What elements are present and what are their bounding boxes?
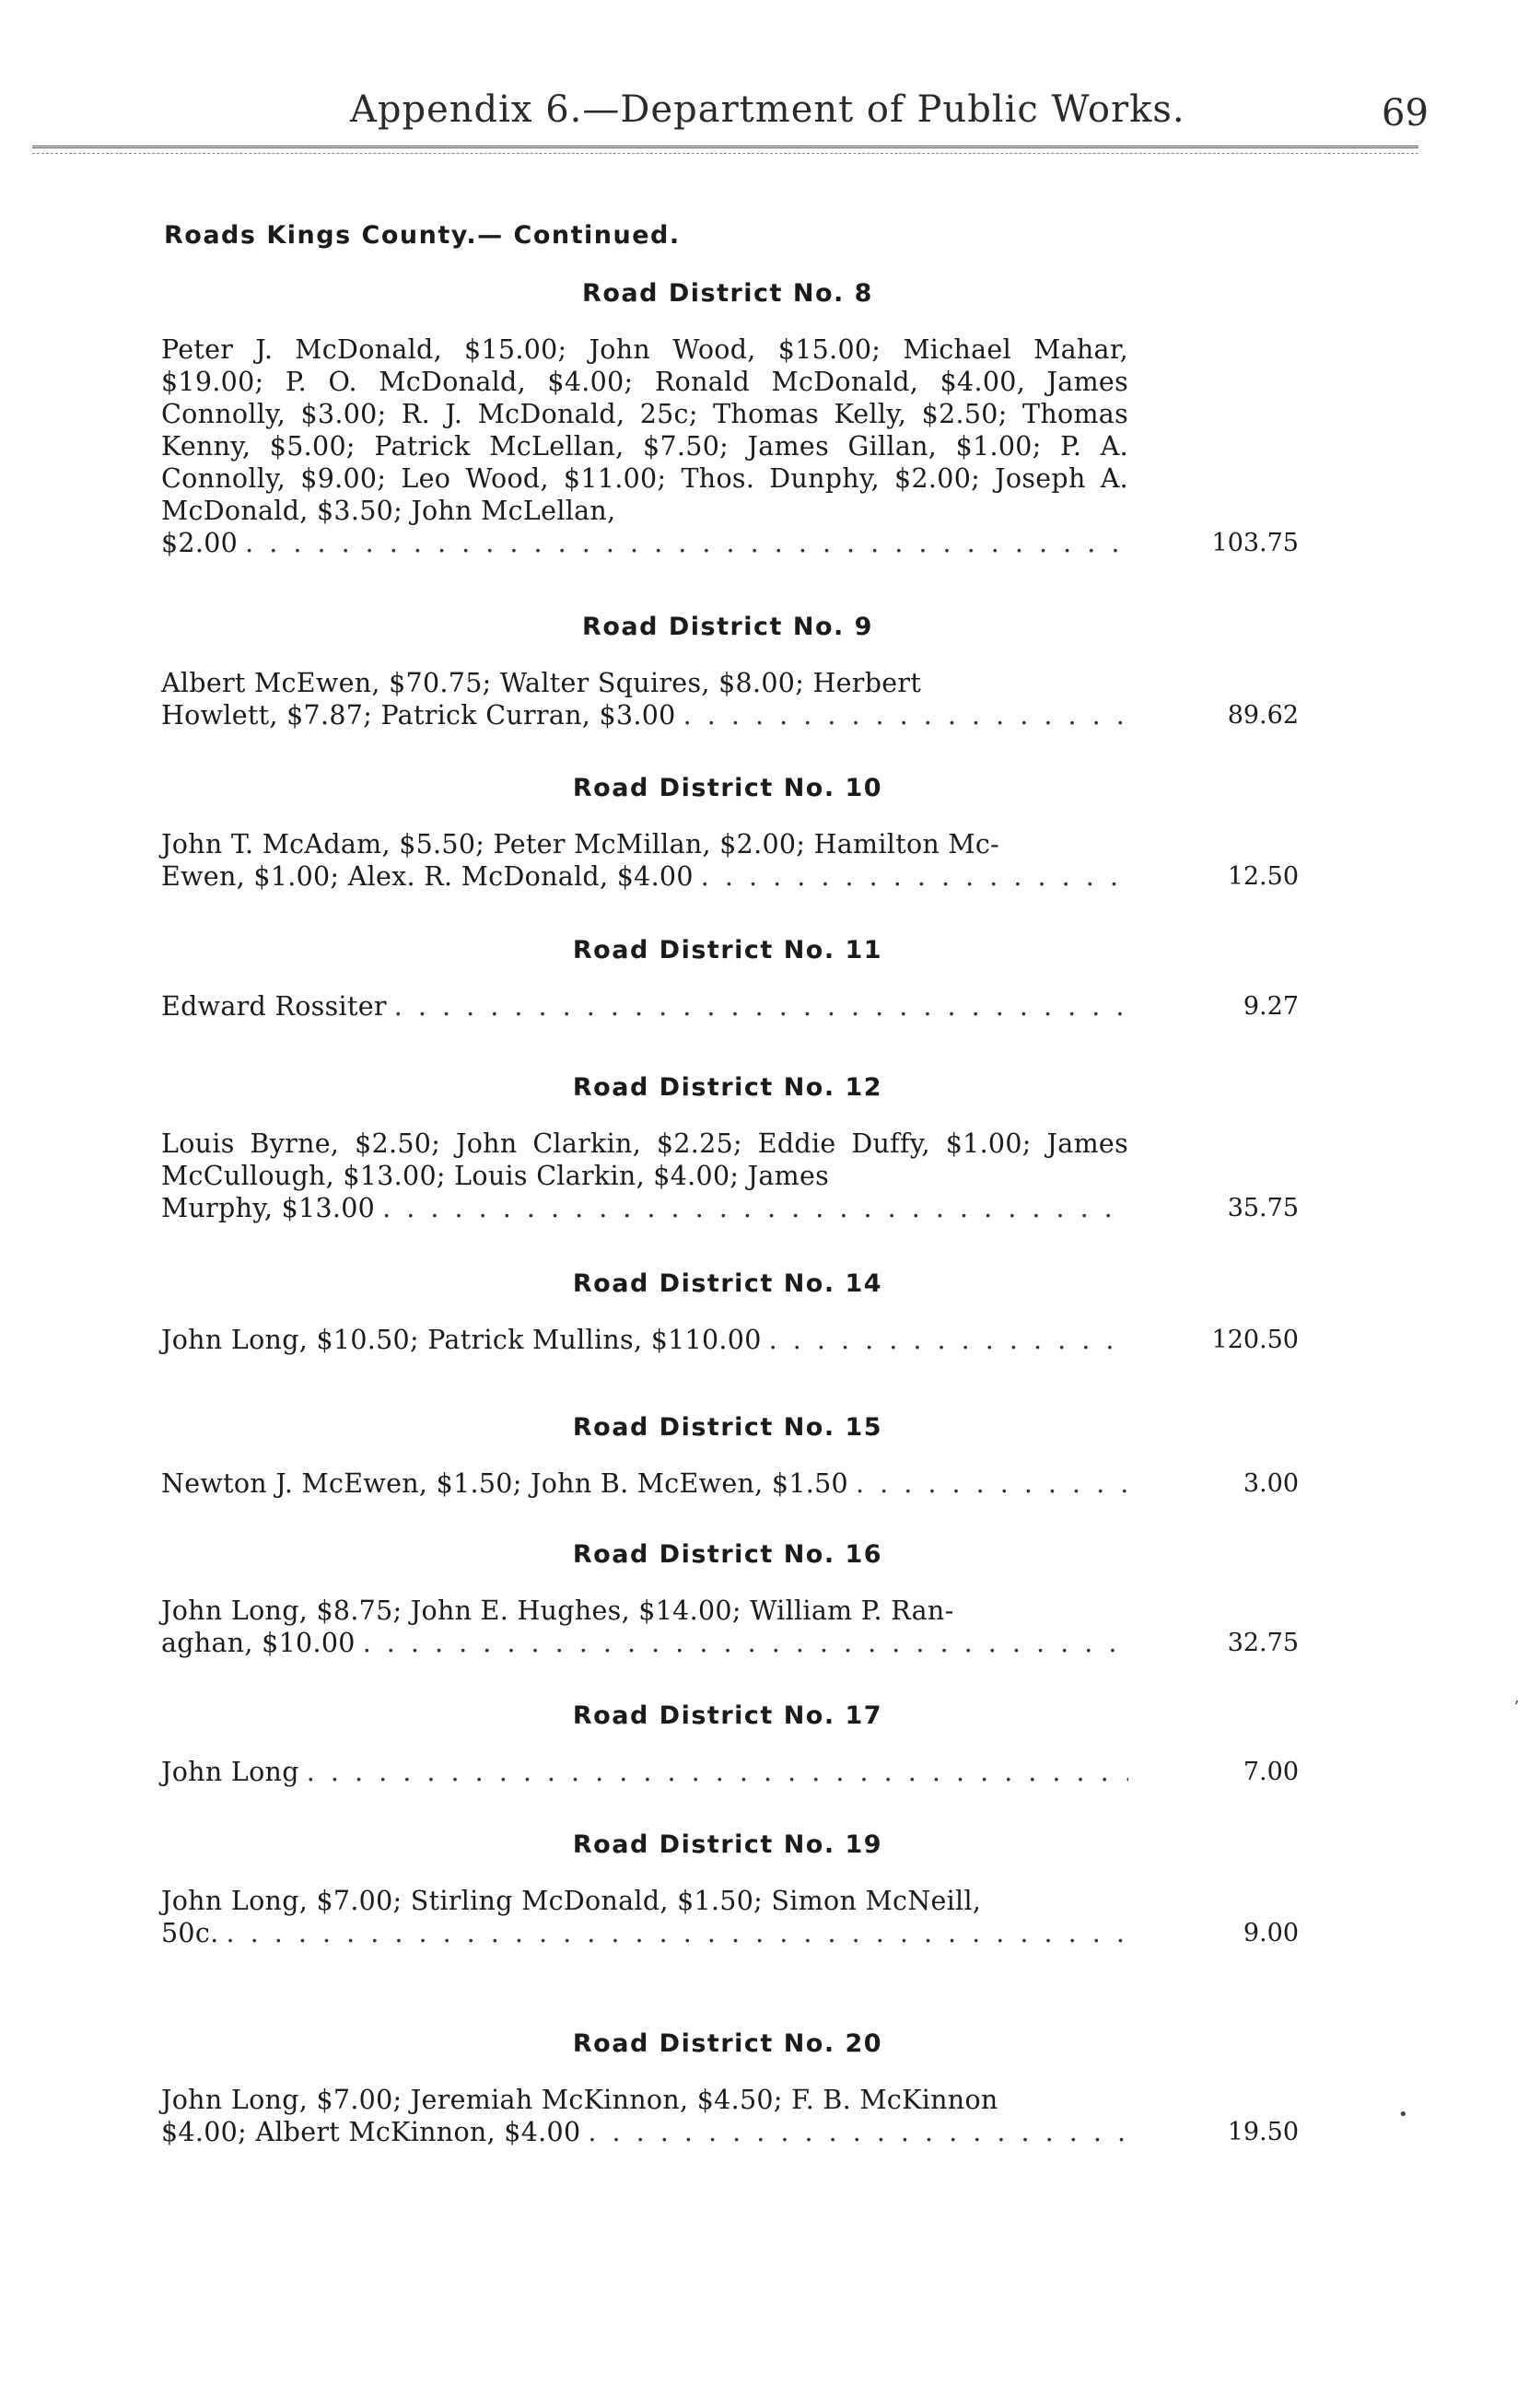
header-rule-dashed [32,153,1418,154]
entry-last-line [161,1917,1128,1949]
entry-last-line [161,1627,1128,1659]
district-entry [161,990,1299,1023]
entry-text [161,667,1128,731]
district-total: 89.62 [1227,701,1299,730]
district-total: 12.50 [1227,862,1299,891]
entry-last-text: 50c. [161,1918,219,1948]
dot-leader [363,1627,1128,1659]
district-heading: Road District No. 17 [572,1701,883,1730]
entry-last-text: Edward Rossiter [161,991,387,1022]
dot-leader [683,699,1128,731]
road-district [161,610,1299,731]
district-total: 9.00 [1243,1919,1299,1947]
district-heading: Road District No. 14 [572,1269,883,1298]
entry-last-line [161,1756,1128,1788]
district-entry [161,828,1299,893]
dot-leader [588,2116,1128,2148]
district-total: 19.50 [1227,2118,1299,2146]
district-heading: Road District No. 20 [572,2029,883,2058]
entry-body: Peter J. McDonald, $15.00; John Wood, $15.00; Michael Mahar, $19.00; P. O. McDonald, $4.00; Ronald McDonald, $4.00, James Connolly, $3.00; R. J. McDonald, 25c; Thomas Kelly, $2.50; Thomas Kenny, $5.00; Patrick McLellan, $7.50; James Gillan, $1.00; P. A. Connolly, $9.00; Leo Wood, $11.00; Thos. Dunphy, $2.00; Joseph A. McDonald, $3.50; John McLellan, [161,334,1128,526]
road-district [161,1070,1299,1224]
road-district [161,1267,1299,1356]
entry-text [161,1324,1128,1356]
entry-body: John Long, $8.75; John E. Hughes, $14.00; William P. Ran- [161,1596,954,1626]
district-entry [161,1885,1299,1949]
entry-last-line [161,1192,1128,1224]
district-heading: Road District No. 16 [572,1540,883,1569]
district-total: 103.75 [1211,529,1299,557]
entry-body: John T. McAdam, $5.50; Peter McMillan, $2.00; Hamilton Mc- [161,829,1000,859]
entry-text [161,2084,1128,2148]
district-heading: Road District No. 9 [582,613,873,641]
district-entry [161,1324,1299,1356]
entry-text [161,828,1128,893]
entry-body: John Long, $7.00; Jeremiah McKinnon, $4.50; F. B. McKinnon [161,2085,998,2115]
header-rule [32,146,1418,148]
entry-last-text: Newton J. McEwen, $1.50; John B. McEwen, $1.50 [161,1468,848,1499]
running-title: Appendix 6.—Department of Public Works. [350,88,1185,131]
district-entry [161,1128,1299,1224]
district-heading: Road District No. 15 [572,1413,883,1442]
dot-leader [245,527,1128,559]
entry-last-text: John Long [161,1757,299,1787]
road-district [161,771,1299,893]
district-total: 9.27 [1243,992,1299,1021]
district-entry [161,1467,1299,1500]
road-district [161,2027,1299,2148]
entry-last-text: $2.00 [161,528,239,558]
entry-text [161,1595,1128,1659]
entry-body: John Long, $7.00; Stirling McDonald, $1.50; Simon McNeill, [161,1886,982,1916]
stray-mark: , [1514,1688,1520,1707]
entry-last-line [161,1467,1128,1500]
entry-last-text: aghan, $10.00 [161,1628,356,1658]
entry-last-line [161,699,1128,731]
entry-text [161,1756,1128,1788]
page-number: 69 [1382,92,1429,134]
entry-text [161,1467,1128,1500]
dot-leader [382,1192,1128,1224]
road-district [161,933,1299,1023]
entry-text [161,1885,1128,1949]
district-heading: Road District No. 12 [572,1073,883,1102]
entry-last-line [161,990,1128,1023]
road-district [161,1410,1299,1500]
entry-body: Louis Byrne, $2.50; John Clarkin, $2.25; Eddie Duffy, $1.00; James McCullough, $13.00; Louis Clarkin, $4.00; James [161,1128,1128,1191]
entry-last-text: John Long, $10.50; Patrick Mullins, $110.00 [161,1325,762,1355]
dot-leader [227,1917,1129,1949]
entry-text [161,990,1128,1023]
dot-leader [769,1324,1128,1356]
entry-last-text: $4.00; Albert McKinnon, $4.00 [161,2117,581,2147]
district-total: 7.00 [1243,1758,1299,1786]
district-heading: Road District No. 8 [582,279,873,308]
section-heading: Roads Kings County.— Continued. [164,221,681,250]
page-header [0,88,1529,144]
entry-last-line [161,2116,1128,2148]
road-district [161,1699,1299,1788]
dot-leader [701,860,1128,893]
district-entry [161,667,1299,731]
district-total: 3.00 [1243,1469,1299,1498]
road-district [161,1537,1299,1659]
dot-leader [856,1467,1128,1500]
entry-last-text: Ewen, $1.00; Alex. R. McDonald, $4.00 [161,861,694,892]
entry-text [161,1128,1128,1224]
district-total: 35.75 [1227,1194,1299,1222]
district-total: 32.75 [1227,1629,1299,1657]
district-total: 120.50 [1211,1326,1299,1354]
district-entry [161,1756,1299,1788]
district-entry [161,1595,1299,1659]
entry-last-line [161,1324,1128,1356]
road-district [161,1828,1299,1949]
district-heading: Road District No. 10 [572,774,883,802]
entry-text [161,333,1128,559]
district-heading: Road District No. 19 [572,1830,883,1859]
road-district [161,276,1299,559]
dot-leader [307,1756,1128,1788]
district-entry [161,2084,1299,2148]
entry-last-line [161,527,1128,559]
district-heading: Road District No. 11 [572,936,883,964]
entry-body: Albert McEwen, $70.75; Walter Squires, $8.00; Herbert [161,668,922,698]
entry-last-text: Murphy, $13.00 [161,1193,376,1223]
entry-last-line [161,860,1128,893]
entry-last-text: Howlett, $7.87; Patrick Curran, $3.00 [161,700,676,731]
district-entry [161,333,1299,559]
stray-mark: • [1398,2105,1408,2124]
dot-leader [394,990,1128,1023]
